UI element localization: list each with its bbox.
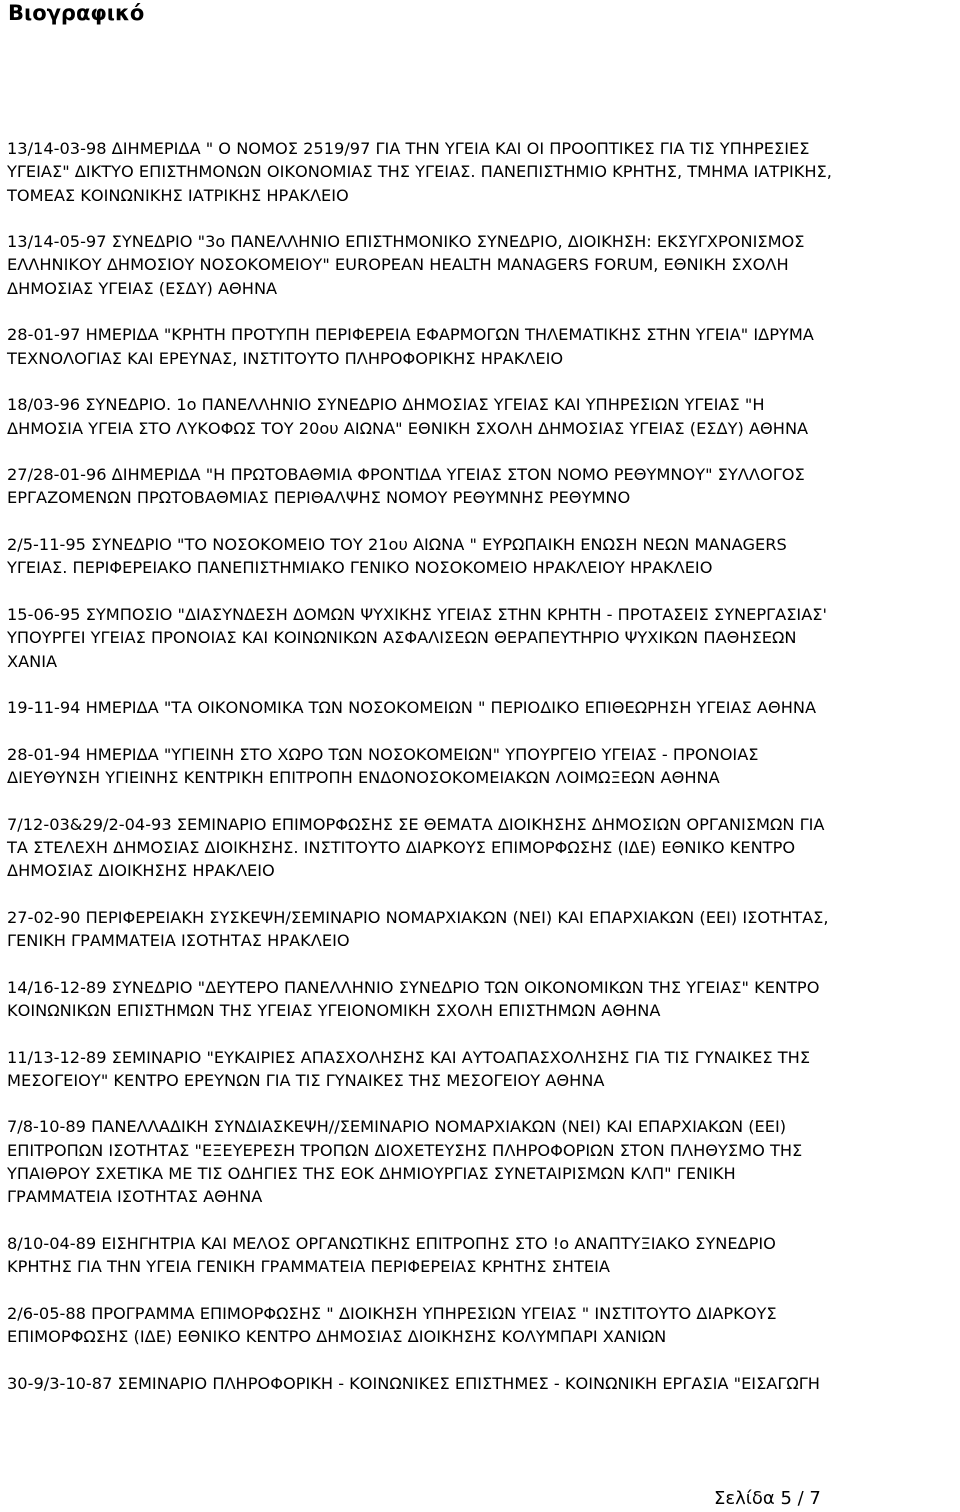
cv-entry-line: 15-06-95 ΣΥΜΠΟΣΙΟ "ΔΙΑΣΥΝΔΕΣΗ ΔΟΜΩΝ ΨΥΧΙΚΗΣ ΥΓΕΙΑΣ ΣΤΗΝ ΚΡΗΤΗ - ΠΡΟΤΑΣΕΙΣ ΣΥΝΕΡΓΑΣΙΑΣ' xyxy=(7,604,827,624)
cv-entry xyxy=(7,230,953,300)
cv-entry-line: 28-01-97 ΗΜΕΡΙΔΑ "ΚΡΗΤΗ ΠΡΟΤΥΠΗ ΠΕΡΙΦΕΡΕΙΑ ΕΦΑΡΜΟΓΩΝ ΤΗΛΕΜΑΤΙΚΗΣ ΣΤΗΝ ΥΓΕΙΑ" ΙΔΡΥΜΑ xyxy=(7,325,814,345)
cv-entry-line: 28-01-94 ΗΜΕΡΙΔΑ "ΥΓΙΕΙΝΗ ΣΤΟ ΧΩΡΟ ΤΩΝ ΝΟΣΟΚΟΜΕΙΩΝ" ΥΠΟΥΡΓΕΙΟ ΥΓΕΙΑΣ - ΠΡΟΝΟΙΑΣ xyxy=(7,744,759,764)
cv-entry-line: ΔΙΕΥΘΥΝΣΗ ΥΓΙΕΙΝΗΣ ΚΕΝΤΡΙΚΗ ΕΠΙΤΡΟΠΗ ΕΝΔΟΝΟΣΟΚΟΜΕΙΑΚΩΝ ΛΟΙΜΩΞΕΩΝ ΑΘΗΝΑ xyxy=(7,768,720,788)
cv-entry-line: 2/5-11-95 ΣΥΝΕΔΡΙΟ "ΤΟ ΝΟΣΟΚΟΜΕΙΟ ΤΟΥ 21ου ΑΙΩΝΑ " ΕΥΡΩΠΑΙΚΗ ΕΝΩΣΗ ΝΕΩΝ MANAGERS xyxy=(7,535,787,555)
cv-entry xyxy=(7,603,953,673)
cv-entry xyxy=(7,463,953,510)
cv-entry-line: ΔΗΜΟΣΙΑΣ ΔΙΟΙΚΗΣΗΣ ΗΡΑΚΛΕΙΟ xyxy=(7,861,275,881)
cv-entry xyxy=(7,813,953,883)
cv-entry-line: ΧΑΝΙΑ xyxy=(7,651,58,671)
cv-entry xyxy=(7,976,953,1023)
cv-entry-line: ΤΑ ΣΤΕΛΕΧΗ ΔΗΜΟΣΙΑΣ ΔΙΟΙΚΗΣΗΣ. ΙΝΣΤΙΤΟΥΤΟ ΔΙΑΡΚΟΥΣ ΕΠΙΜΟΡΦΩΣΗΣ (ΙΔΕ) ΕΘΝΙΚΟ ΚΕΝΤΡΟ xyxy=(7,837,796,857)
cv-entry-line: ΚΡΗΤΗΣ ΓΙΑ ΤΗΝ ΥΓΕΙΑ ΓΕΝΙΚΗ ΓΡΑΜΜΑΤΕΙΑ ΠΕΡΙΦΕΡΕΙΑΣ ΚΡΗΤΗΣ ΣΗΤΕΙΑ xyxy=(7,1257,610,1277)
cv-entry-line: ΕΡΓΑΖΟΜΕΝΩΝ ΠΡΩΤΟΒΑΘΜΙΑΣ ΠΕΡΙΘΑΛΨΗΣ ΝΟΜΟΥ ΡΕΘΥΜΝΗΣ ΡΕΘΥΜΝΟ xyxy=(7,488,631,508)
cv-entry xyxy=(7,1372,953,1395)
cv-entry-line: ΤΟΜΕΑΣ ΚΟΙΝΩΝΙΚΗΣ ΙΑΤΡΙΚΗΣ ΗΡΑΚΛΕΙΟ xyxy=(7,185,349,205)
cv-entry xyxy=(7,696,953,719)
cv-entries-list xyxy=(7,137,953,1418)
cv-entry xyxy=(7,393,953,440)
cv-entry-line: 27/28-01-96 ΔΙΗΜΕΡΙΔΑ "Η ΠΡΩΤΟΒΑΘΜΙΑ ΦΡΟΝΤΙΔΑ ΥΓΕΙΑΣ ΣΤΟΝ ΝΟΜΟ ΡΕΘΥΜΝΟΥ" ΣΥΛΛΟΓΟΣ xyxy=(7,465,805,485)
cv-entry-line: ΥΠΟΥΡΓΕΙ ΥΓΕΙΑΣ ΠΡΟΝΟΙΑΣ ΚΑΙ ΚΟΙΝΩΝΙΚΩΝ ΑΣΦΑΛΙΣΕΩΝ ΘΕΡΑΠΕΥΤΗΡΙΟ ΨΥΧΙΚΩΝ ΠΑΘΗΣΕΩΝ xyxy=(7,628,797,648)
cv-entry-line: ΚΟΙΝΩΝΙΚΩΝ ΕΠΙΣΤΗΜΩΝ ΤΗΣ ΥΓΕΙΑΣ ΥΓΕΙΟΝΟΜΙΚΗ ΣΧΟΛΗ ΕΠΙΣΤΗΜΩΝ ΑΘΗΝΑ xyxy=(7,1000,661,1020)
cv-entry-line: 7/12-03&29/2-04-93 ΣΕΜΙΝΑΡΙΟ ΕΠΙΜΟΡΦΩΣΗΣ ΣΕ ΘΕΜΑΤΑ ΔΙΟΙΚΗΣΗΣ ΔΗΜΟΣΙΩΝ ΟΡΓΑΝΙΣΜΩΝ ΓΙΑ xyxy=(7,814,825,834)
cv-entry-line: 27-02-90 ΠΕΡΙΦΕΡΕΙΑΚΗ ΣΥΣΚΕΨΗ/ΣΕΜΙΝΑΡΙΟ ΝΟΜΑΡΧΙΑΚΩΝ (ΝΕΙ) ΚΑΙ ΕΠΑΡΧΙΑΚΩΝ (ΕΕΙ) ΙΣΟΤΗΤΑΣ, xyxy=(7,907,829,927)
cv-entry xyxy=(7,743,953,790)
cv-entry-line: 13/14-03-98 ΔΙΗΜΕΡΙΔΑ " Ο ΝΟΜΟΣ 2519/97 ΓΙΑ ΤΗΝ ΥΓΕΙΑ ΚΑΙ ΟΙ ΠΡΟΟΠΤΙΚΕΣ ΓΙΑ ΤΙΣ ΥΠΗΡΕΣΙΕΣ xyxy=(7,139,810,158)
cv-entry-line: 7/8-10-89 ΠΑΝΕΛΛΑΔΙΚΗ ΣΥΝΔΙΑΣΚΕΨΗ//ΣΕΜΙΝΑΡΙΟ ΝΟΜΑΡΧΙΑΚΩΝ (ΝΕΙ) ΚΑΙ ΕΠΑΡΧΙΑΚΩΝ (ΕΕΙ) xyxy=(7,1117,787,1137)
cv-entry-line: 30-9/3-10-87 ΣΕΜΙΝΑΡΙΟ ΠΛΗΡΟΦΟΡΙΚΗ - ΚΟΙΝΩΝΙΚΕΣ ΕΠΙΣΤΗΜΕΣ - ΚΟΙΝΩΝΙΚΗ ΕΡΓΑΣΙΑ "ΕΙΣΑΓΩΓΗ xyxy=(7,1373,820,1393)
cv-entry-line: 19-11-94 ΗΜΕΡΙΔΑ "ΤΑ ΟΙΚΟΝΟΜΙΚΑ ΤΩΝ ΝΟΣΟΚΟΜΕΙΩΝ " ΠΕΡΙΟΔΙΚΟ ΕΠΙΘΕΩΡΗΣΗ ΥΓΕΙΑΣ ΑΘΗΝΑ xyxy=(7,698,817,718)
page-number: Σελίδα 5 / 7 xyxy=(714,1488,821,1509)
cv-entry xyxy=(7,1232,953,1279)
cv-entry-line: ΔΗΜΟΣΙΑΣ ΥΓΕΙΑΣ (ΕΣΔΥ) ΑΘΗΝΑ xyxy=(7,278,278,298)
cv-entry-line: ΥΠΑΙΘΡΟΥ ΣΧΕΤΙΚΑ ΜΕ ΤΙΣ ΟΔΗΓΙΕΣ ΤΗΣ ΕΟΚ ΔΗΜΙΟΥΡΓΙΑΣ ΣΥΝΕΤΑΙΡΙΣΜΩΝ ΚΛΠ" ΓΕΝΙΚΗ xyxy=(7,1164,736,1184)
cv-entry-line: ΥΓΕΙΑΣ. ΠΕΡΙΦΕΡΕΙΑΚΟ ΠΑΝΕΠΙΣΤΗΜΙΑΚΟ ΓΕΝΙΚΟ ΝΟΣΟΚΟΜΕΙΟ ΗΡΑΚΛΕΙΟΥ ΗΡΑΚΛΕΙΟ xyxy=(7,558,713,578)
cv-entry-line: ΕΛΛΗΝΙΚΟΥ ΔΗΜΟΣΙΟΥ ΝΟΣΟΚΟΜΕΙΟΥ" EUROPEAN HEALTH MANAGERS FORUM, ΕΘΝΙΚΗ ΣΧΟΛΗ xyxy=(7,255,789,275)
cv-entry-line: 11/13-12-89 ΣΕΜΙΝΑΡΙΟ "ΕΥΚΑΙΡΙΕΣ ΑΠΑΣΧΟΛΗΣΗΣ ΚΑΙ ΑΥΤΟΑΠΑΣΧΟΛΗΣΗΣ ΓΙΑ ΤΙΣ ΓΥΝΑΙΚΕΣ ΤΗΣ xyxy=(7,1047,811,1067)
cv-entry-line: ΥΓΕΙΑΣ" ΔΙΚΤΥΟ ΕΠΙΣΤΗΜΟΝΩΝ ΟΙΚΟΝΟΜΙΑΣ ΤΗΣ ΥΓΕΙΑΣ. ΠΑΝΕΠΙΣΤΗΜΙΟ ΚΡΗΤΗΣ, ΤΜΗΜΑ ΙΑΤΡΙΚΗΣ, xyxy=(7,162,832,182)
cv-entry-line: 13/14-05-97 ΣΥΝΕΔΡΙΟ "3ο ΠΑΝΕΛΛΗΝΙΟ ΕΠΙΣΤΗΜΟΝΙΚΟ ΣΥΝΕΔΡΙΟ, ΔΙΟΙΚΗΣΗ: ΕΚΣΥΓΧΡΟΝΙΣΜΟΣ xyxy=(7,232,805,252)
cv-entry xyxy=(7,1046,953,1093)
cv-entry-line: ΤΕΧΝΟΛΟΓΙΑΣ ΚΑΙ ΕΡΕΥΝΑΣ, ΙΝΣΤΙΤΟΥΤΟ ΠΛΗΡΟΦΟΡΙΚΗΣ ΗΡΑΚΛΕΙΟ xyxy=(7,348,564,368)
cv-entry xyxy=(7,533,953,580)
cv-entry-line: 18/03-96 ΣΥΝΕΔΡΙΟ. 1ο ΠΑΝΕΛΛΗΝΙΟ ΣΥΝΕΔΡΙΟ ΔΗΜΟΣΙΑΣ ΥΓΕΙΑΣ ΚΑΙ ΥΠΗΡΕΣΙΩΝ ΥΓΕΙΑΣ "Η xyxy=(7,395,765,415)
page-title: Βιογραφικό xyxy=(8,1,145,25)
cv-entry-line: ΓΡΑΜΜΑΤΕΙΑ ΙΣΟΤΗΤΑΣ ΑΘΗΝΑ xyxy=(7,1187,263,1207)
cv-entry-line: ΕΠΙΤΡΟΠΩΝ ΙΣΟΤΗΤΑΣ "ΕΞΕΥΕΡΕΣΗ ΤΡΟΠΩΝ ΔΙΟΧΕΤΕΥΣΗΣ ΠΛΗΡΟΦΟΡΙΩΝ ΣΤΟΝ ΠΛΗΘΥΣΜΟ ΤΗΣ xyxy=(7,1140,803,1160)
cv-entry xyxy=(7,1115,953,1208)
cv-entry-line: ΜΕΣΟΓΕΙΟΥ" ΚΕΝΤΡΟ ΕΡΕΥΝΩΝ ΓΙΑ ΤΙΣ ΓΥΝΑΙΚΕΣ ΤΗΣ ΜΕΣΟΓΕΙΟΥ ΑΘΗΝΑ xyxy=(7,1070,605,1090)
cv-entry-line: 14/16-12-89 ΣΥΝΕΔΡΙΟ "ΔΕΥΤΕΡΟ ΠΑΝΕΛΛΗΝΙΟ ΣΥΝΕΔΡΙΟ ΤΩΝ ΟΙΚΟΝΟΜΙΚΩΝ ΤΗΣ ΥΓΕΙΑΣ" ΚΕΝΤΡΟ xyxy=(7,977,820,997)
cv-entry-line: ΓΕΝΙΚΗ ΓΡΑΜΜΑΤΕΙΑ ΙΣΟΤΗΤΑΣ ΗΡΑΚΛΕΙΟ xyxy=(7,931,350,951)
cv-entry xyxy=(7,323,953,370)
cv-entry xyxy=(7,137,953,207)
cv-entry-line: ΕΠΙΜΟΡΦΩΣΗΣ (ΙΔΕ) ΕΘΝΙΚΟ ΚΕΝΤΡΟ ΔΗΜΟΣΙΑΣ ΔΙΟΙΚΗΣΗΣ ΚΟΛΥΜΠΑΡΙ ΧΑΝΙΩΝ xyxy=(7,1327,667,1347)
cv-entry-line: ΔΗΜΟΣΙΑ ΥΓΕΙΑ ΣΤΟ ΛΥΚΟΦΩΣ ΤΟΥ 20ου ΑΙΩΝΑ" ΕΘΝΙΚΗ ΣΧΟΛΗ ΔΗΜΟΣΙΑΣ ΥΓΕΙΑΣ (ΕΣΔΥ) ΑΘΗΝΑ xyxy=(7,418,809,438)
cv-entry xyxy=(7,906,953,953)
cv-entry-line: 2/6-05-88 ΠΡΟΓΡΑΜΜΑ ΕΠΙΜΟΡΦΩΣΗΣ " ΔΙΟΙΚΗΣΗ ΥΠΗΡΕΣΙΩΝ ΥΓΕΙΑΣ " ΙΝΣΤΙΤΟΥΤΟ ΔΙΑΡΚΟΥΣ xyxy=(7,1303,777,1323)
cv-entry-line: 8/10-04-89 ΕΙΣΗΓΗΤΡΙΑ ΚΑΙ ΜΕΛΟΣ ΟΡΓΑΝΩΤΙΚΗΣ ΕΠΙΤΡΟΠΗΣ ΣΤΟ !ο ΑΝΑΠΤΥΞΙΑΚΟ ΣΥΝΕΔΡΙΟ xyxy=(7,1233,776,1253)
cv-entry xyxy=(7,1302,953,1349)
